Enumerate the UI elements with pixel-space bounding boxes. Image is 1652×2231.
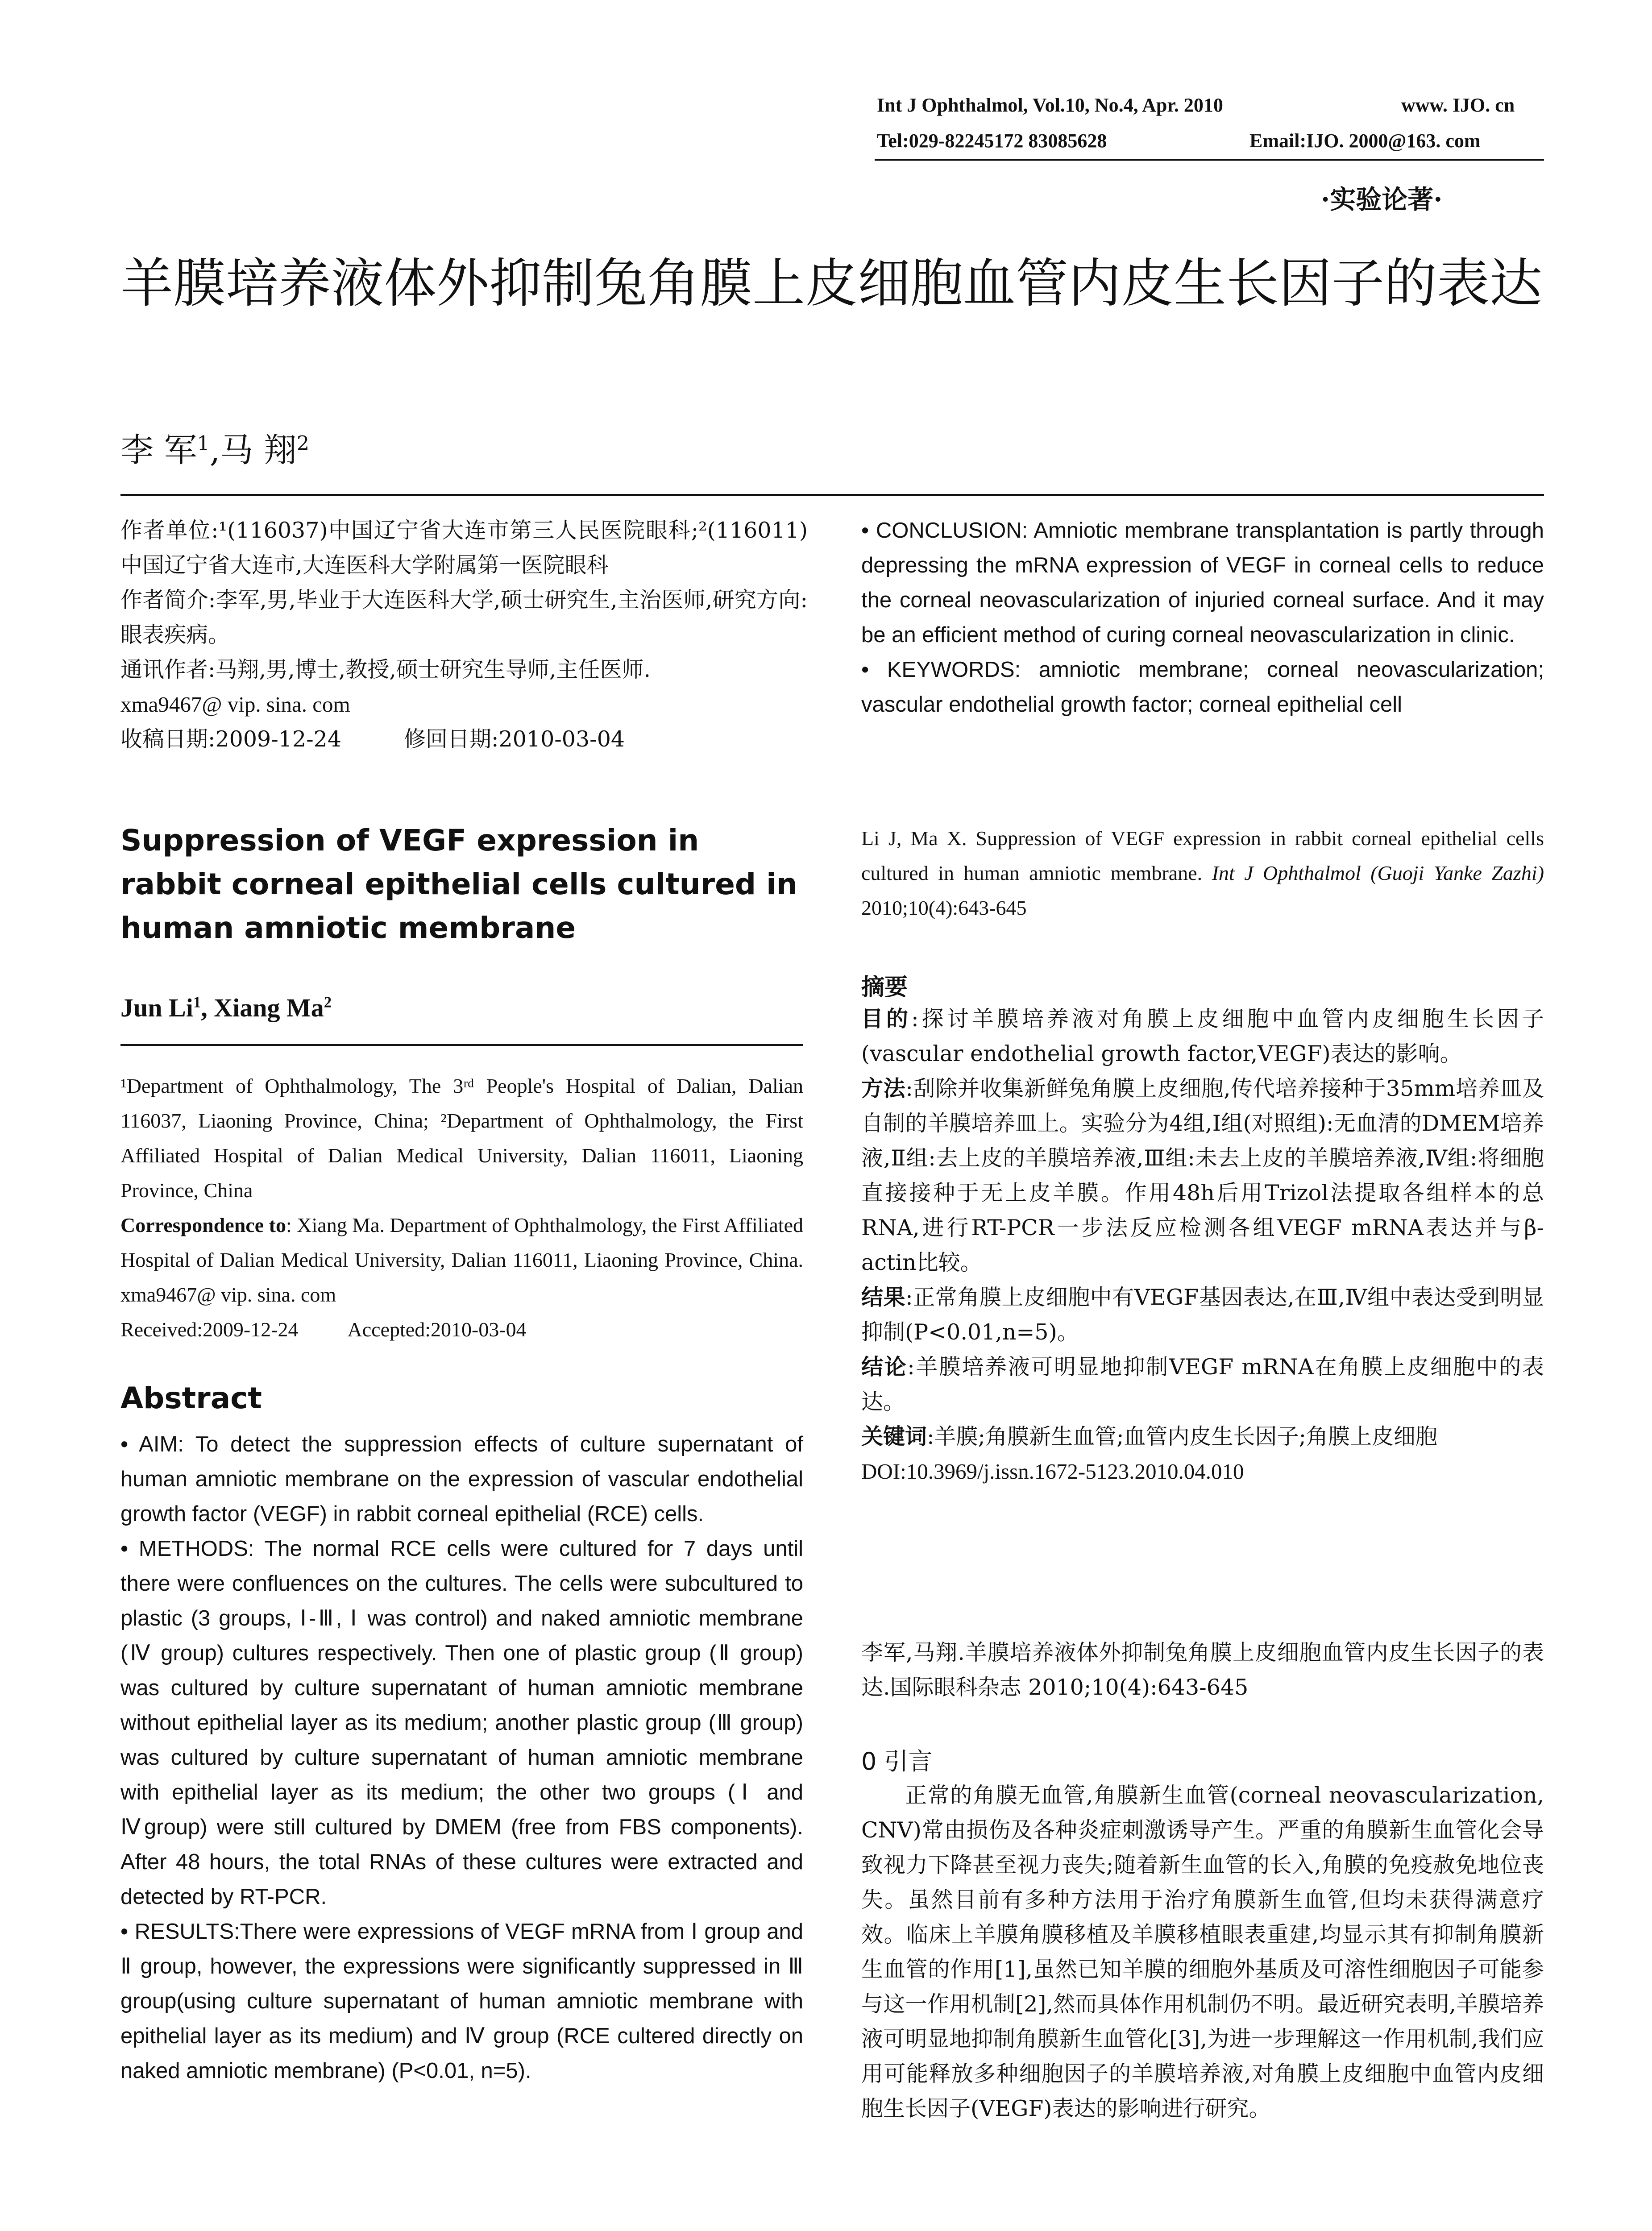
authors-en: Jun Li$^1$, Xiang Ma$^2$ xyxy=(120,993,332,1022)
correspondence-email: xma9467@ vip. sina. com xyxy=(120,692,350,717)
section-tag: ·实验论著· xyxy=(1321,184,1443,215)
abstract-methods: • METHODS: The normal RCE cells were cultured for 7 days until there were confluences on the cultures. The cells were subcultured to plastic (3 groups, Ⅰ-Ⅲ, Ⅰ was control) and naked amniotic membrane (Ⅳ group) cultures respectively. Then one of plastic group (Ⅱ group) was cultured by culture supernatant of human amniotic membrane without epithelial layer as its medium; another plastic group (Ⅲ group) was cultured by culture supernatant of human amniotic membrane with epithelial layer as its medium; the other two groups (Ⅰ and Ⅳgroup) were still cultured by DMEM (free from FBS components). After 48 hours, the total RNAs of these cultures were extracted and detected by RT-PCR. xyxy=(120,1537,803,1909)
page-title: 羊膜培养液体外抑制兔角膜上皮细胞血管内皮生长因子的表达 xyxy=(120,253,1543,314)
abstract-en-left xyxy=(120,1427,803,2088)
title-rule xyxy=(120,494,1544,496)
authors-en-rule xyxy=(120,1044,803,1046)
abstract-cn-conclusion: 结论:羊膜培养液可明显地抑制VEGF mRNA在角膜上皮细胞中的表达。 xyxy=(861,1354,1544,1414)
journal-tel: Tel:029-82245172 83085628 xyxy=(877,130,1107,152)
abstract-en-right xyxy=(861,513,1544,722)
abstract-conclusion: • CONCLUSION: Amniotic membrane transplantation is partly through depressing the mRNA expression of VEGF in corneal cells to reduce the corneal neovascularization of injuried corneal surface. And it may be an efficient method of curing corneal neovascularization in clinic. xyxy=(861,518,1544,647)
intro-text: 正常的角膜无血管,角膜新生血管(corneal neovascularization, CNV)常由损伤及各种炎症刺激诱导产生。严重的角膜新生血管化会导致视力下降甚至视力丧失;随着新生血管的长入,角膜的免疫赦免地位丧失。虽然目前有多种方法用于治疗角膜新生血管,但均未获得满意疗效。临床上羊膜角膜移植及羊膜移植眼表重建,均显示其有抑制角膜新生血管的作用[1],虽然已知羊膜的细胞外基质及可溶性细胞因子可能参与这一作用机制[2],然而具体作用机制仍不明。最近研究表明,羊膜培养液可明显地抑制角膜新生血管化[3],为进一步理解这一作用机制,我们应用可能释放多种细胞因子的羊膜培养液,对角膜上皮细胞中血管内皮细胞生长因子(VEGF)表达的影响进行研究。 xyxy=(861,1783,1544,2121)
abstract-results: • RESULTS:There were expressions of VEGF mRNA from Ⅰ group and Ⅱ group, however, the expressions were significantly suppressed in Ⅲ group(using culture supernatant of human amniotic membrane with epithelial layer as its medium) and Ⅳ group (RCE cultered directly on naked amniotic membrane) (P<0.01, n=5). xyxy=(120,1920,803,2083)
abstract-aim: • AIM: To detect the suppression effects of culture supernatant of human amniotic membrane on the expression of vascular endothelial growth factor (VEGF) in rabbit corneal epithelial (RCE) cells. xyxy=(120,1432,803,1526)
correspondence-cn: 通讯作者:马翔,男,博士,教授,硕士研究生导师,主任医师. xyxy=(120,657,651,682)
doi: DOI:10.3969/j.issn.1672-5123.2010.04.010 xyxy=(861,1459,1244,1484)
intro-heading: 0 引言 xyxy=(861,1747,933,1775)
citation-en: Li J, Ma X. Suppression of VEGF expression in rabbit corneal epithelial cells cultured in human amniotic membrane. Int J Ophthalmol (Guoji Yanke Zazhi) 2010;10(4):643-645 xyxy=(861,827,1544,919)
journal-email: Email:IJO. 2000@163. com xyxy=(1249,130,1481,152)
author-info-cn xyxy=(120,513,808,757)
author-bio-cn: 作者简介:李军,男,毕业于大连医科大学,硕士研究生,主治医师,研究方向:眼表疾病。 xyxy=(120,587,808,647)
english-title: Suppression of VEGF expression in rabbit corneal epithelial cells cultured in human amniotic membrane xyxy=(120,823,797,945)
abstract-heading: Abstract xyxy=(120,1381,262,1415)
citation-cn: 李军,马翔.羊膜培养液体外抑制兔角膜上皮细胞血管内皮生长因子的表达.国际眼科杂志 2010;10(4):643-645 xyxy=(861,1640,1544,1700)
journal-header: Int J Ophthalmol, Vol.10, No.4, Apr. 2010 xyxy=(877,94,1223,116)
dates-cn: 收稿日期:2009-12-24 修回日期:2010-03-04 xyxy=(120,726,625,752)
header-rule xyxy=(875,159,1544,161)
abstract-cn-methods: 方法:刮除并收集新鲜兔角膜上皮细胞,传代培养接种于35mm培养皿及自制的羊膜培养皿上。实验分为4组,Ⅰ组(对照组):无血清的DMEM培养液,Ⅱ组:去上皮的羊膜培养液,Ⅲ组:未去上皮的羊膜培养液,Ⅳ组:将细胞直接接种于无上皮羊膜。作用48h后用Trizol法提取各组样本的总RNA,进行RT-PCR一步法反应检测各组VEGF mRNA表达并与β-actin比较。 xyxy=(861,1076,1544,1275)
abstract-cn-aim: 目的:探讨羊膜培养液对角膜上皮细胞中血管内皮细胞生长因子(vascular endothelial growth factor,VEGF)表达的影响。 xyxy=(861,1006,1544,1066)
affiliation-en: ¹Department of Ophthalmology, The 3ʳᵈ People's Hospital of Dalian, Dalian 116037, Liaoning Province, China; ²Department of Ophthalmology, the First Affiliated Hospital of Dalian Medical University, Dalian 116011, Liaoning Province, China Correspondence to: Xiang Ma. Department of Ophthalmology, the First Affiliated Hospital of Dalian Medical University, Dalian 116011, Liaoning Province, China. xma9467@ vip. sina. com Received:2009-12-24 Accepted:2010-03-04 xyxy=(120,1074,803,1341)
correspondence-label: Correspondence to xyxy=(120,1214,286,1236)
abstract-cn-results: 结果:正常角膜上皮细胞中有VEGF基因表达,在Ⅲ,Ⅳ组中表达受到明显抑制(P<0.01,n=5)。 xyxy=(861,1285,1544,1345)
abstract-cn-keywords: 关键词:羊膜;角膜新生血管;血管内皮生长因子;角膜上皮细胞 xyxy=(861,1424,1438,1449)
authors-cn: 李 军$^1$,马 翔$^2$ xyxy=(120,431,310,469)
abstract-cn-heading: 摘要 xyxy=(861,974,908,1001)
abstract-keywords: • KEYWORDS: amniotic membrane; corneal neovascularization; vascular endothelial growth factor; corneal epithelial cell xyxy=(861,658,1544,717)
affiliation-cn: 作者单位:¹(116037)中国辽宁省大连市第三人民医院眼科;²(116011)中国辽宁省大连市,大连医科大学附属第一医院眼科 xyxy=(120,518,808,578)
abstract-cn xyxy=(861,1002,1544,1489)
journal-website: www. IJO. cn xyxy=(1401,94,1515,116)
